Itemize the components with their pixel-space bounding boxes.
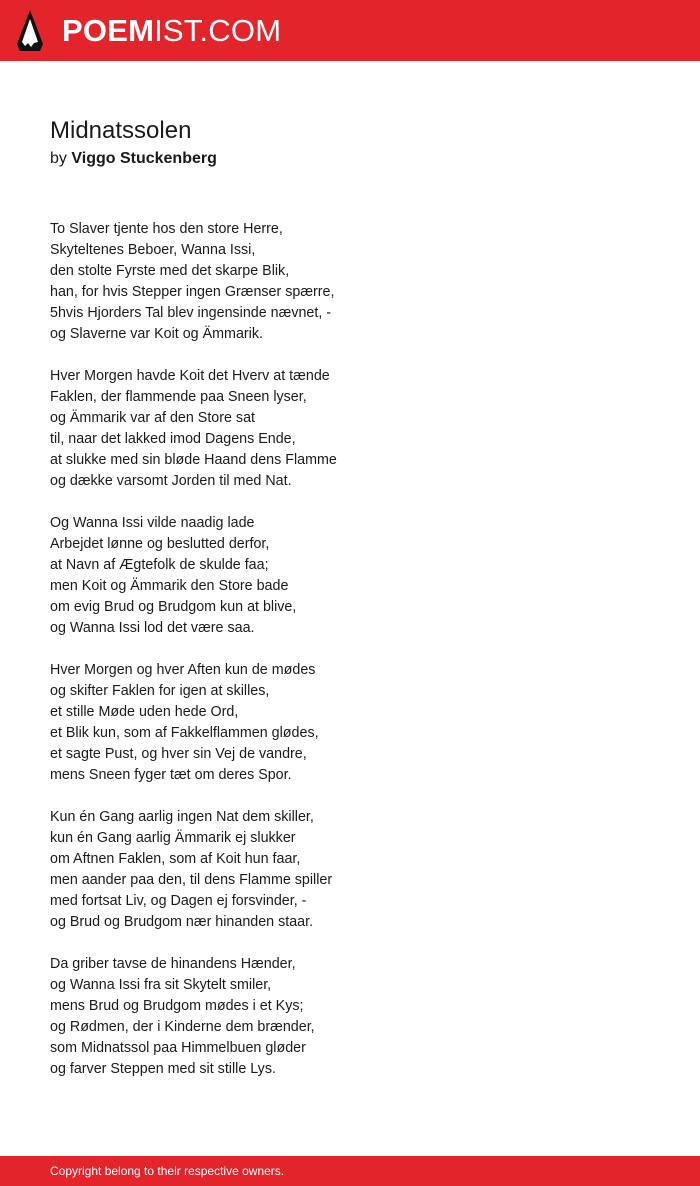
stanza-6 (50, 954, 650, 1080)
poem-line: men Koit og Ämmarik den Store bade (50, 578, 289, 594)
site-header (0, 0, 700, 61)
poem-line: og Wanna Issi lod det være saa. (50, 620, 255, 636)
site-logo[interactable] (62, 12, 281, 50)
poem-line: om evig Brud og Brudgom kun at blive, (50, 599, 297, 615)
poem-line: med fortsat Liv, og Dagen ej forsvinder, - (50, 893, 307, 909)
poem-line: mens Brud og Brudgom mødes i et Kys; (50, 998, 304, 1014)
poem-line: om Aftnen Faklen, som af Koit hun faar, (50, 851, 301, 867)
poem-body (50, 219, 650, 1101)
by-label: by (50, 150, 67, 167)
poem-line: og farver Steppen med sit stille Lys. (50, 1061, 276, 1077)
stanza-1 (50, 219, 650, 345)
poem-line: og Rødmen, der i Kinderne dem brænder, (50, 1019, 315, 1035)
stanza-3 (50, 513, 650, 639)
stanza-4 (50, 660, 650, 786)
poem-line: Skyteltenes Beboer, Wanna Issi, (50, 242, 256, 258)
poem-line: mens Sneen fyger tæt om deres Spor. (50, 767, 292, 783)
poem-line: Da griber tavse de hinandens Hænder, (50, 956, 296, 972)
stanza-2 (50, 366, 650, 492)
poem-line: som Midnatssol paa Himmelbuen gløder (50, 1040, 306, 1056)
poem-line: og dække varsomt Jorden til med Nat. (50, 473, 292, 489)
poem-line: og Brud og Brudgom nær hinanden staar. (50, 914, 314, 930)
poem-line: et Blik kun, som af Fakkelflammen glødes, (50, 725, 319, 741)
poem-line: den stolte Fyrste med det skarpe Blik, (50, 263, 290, 279)
poem-byline (50, 149, 217, 169)
poem-line: at slukke med sin bløde Haand dens Flamme (50, 452, 337, 468)
poem-line: et stille Møde uden hede Ord, (50, 704, 239, 720)
poem-line: men aander paa den, til dens Flamme spiller (50, 872, 333, 888)
poem-line: Hver Morgen og hver Aften kun de mødes (50, 662, 316, 678)
poem-line: Hver Morgen havde Koit det Hverv at tænde (50, 368, 330, 384)
poem-line: til, naar det lakked imod Dagens Ende, (50, 431, 296, 447)
author-name[interactable]: Viggo Stuckenberg (71, 150, 217, 167)
poem-line: Faklen, der flammende paa Sneen lyser, (50, 389, 307, 405)
poem-line: og Ämmarik var af den Store sat (50, 410, 256, 426)
poem-line: et sagte Pust, og hver sin Vej de vandre, (50, 746, 307, 762)
poem-line: 5hvis Hjorders Tal blev ingensinde nævnet, - (50, 305, 332, 321)
poem-line: Kun én Gang aarlig ingen Nat dem skiller, (50, 809, 314, 825)
pencil-tip-icon[interactable] (17, 10, 43, 51)
poem-line: at Navn af Ægtefolk de skulde faa; (50, 557, 269, 573)
stanza-5 (50, 807, 650, 933)
poem-line: og skifter Faklen for igen at skilles, (50, 683, 270, 699)
poem-line: han, for hvis Stepper ingen Grænser spærre, (50, 284, 335, 300)
logo-light-text: IST.COM (154, 13, 282, 48)
logo-bold-text: POEM (62, 13, 155, 48)
site-footer (0, 1156, 700, 1186)
poem-line: Og Wanna Issi vilde naadig lade (50, 515, 255, 531)
poem-line: og Wanna Issi fra sit Skytelt smiler, (50, 977, 272, 993)
poem-title: Midnatssolen (50, 117, 192, 144)
poem-line: To Slaver tjente hos den store Herre, (50, 221, 283, 237)
poem-line: kun én Gang aarlig Ämmarik ej slukker (50, 830, 296, 846)
poem-line: og Slaverne var Koit og Ämmarik. (50, 326, 263, 342)
poem-line: Arbejdet lønne og beslutted derfor, (50, 536, 270, 552)
copyright-text: Copyright belong to their respective owners. (50, 1164, 285, 1178)
